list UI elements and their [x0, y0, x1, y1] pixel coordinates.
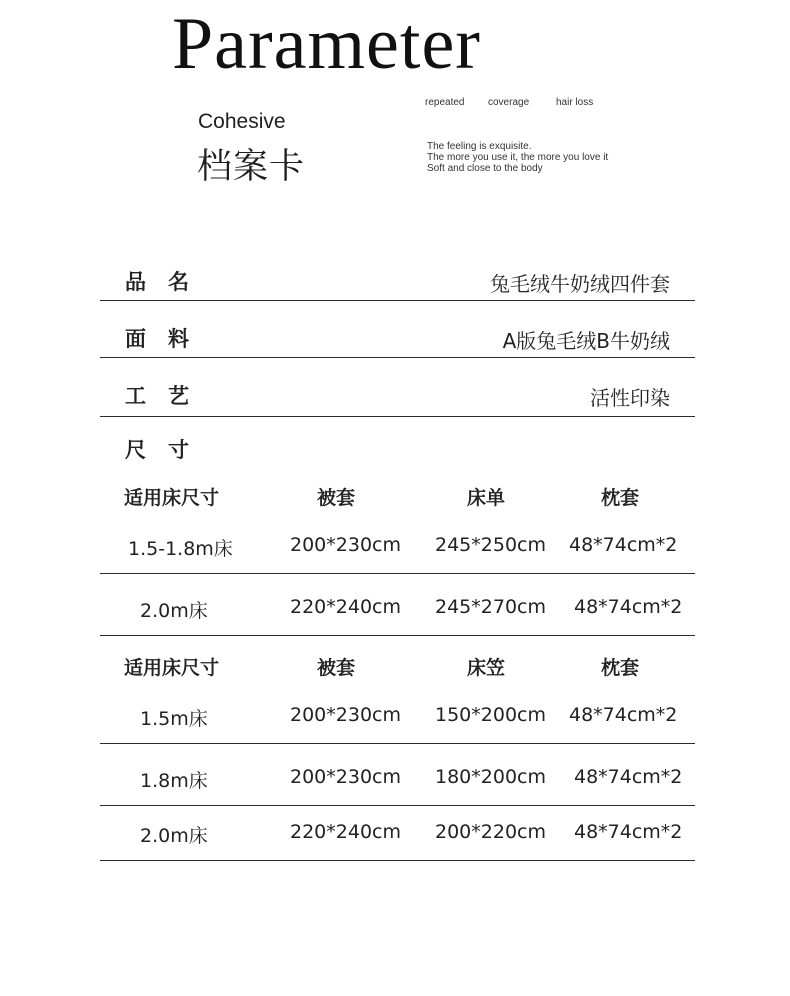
spec-label-fabric: 面料 — [125, 327, 211, 351]
table2-header-pillowcase: 枕套 — [601, 657, 640, 679]
table-cell: 48*74cm*2 — [574, 766, 683, 788]
brand-name-en: Cohesive — [198, 110, 286, 133]
table-cell: 220*240cm — [290, 596, 401, 618]
divider — [100, 805, 695, 806]
divider — [100, 357, 695, 358]
table-cell: 245*250cm — [435, 534, 546, 556]
table-cell: 220*240cm — [290, 821, 401, 843]
size-section-label: 尺寸 — [125, 438, 211, 462]
divider — [100, 300, 695, 301]
brand-name-cn: 档案卡 — [197, 147, 306, 187]
table-cell: 1.8m床 — [140, 770, 208, 792]
tag-coverage: coverage — [488, 97, 530, 108]
table-cell: 200*230cm — [290, 704, 401, 726]
table-cell: 1.5m床 — [140, 708, 208, 730]
divider — [100, 743, 695, 744]
table2-header-duvet: 被套 — [317, 657, 356, 679]
tagline-line-1: The feeling is exquisite. — [427, 141, 532, 152]
tagline-line-2: The more you use it, the more you love it — [427, 152, 609, 163]
table1-header-bed-size: 适用床尺寸 — [124, 487, 220, 509]
table-cell: 2.0m床 — [140, 600, 208, 622]
tag-repeated: repeated — [425, 97, 465, 108]
spec-value-process: 活性印染 — [590, 386, 670, 410]
table1-header-sheet: 床单 — [467, 487, 506, 509]
table-cell: 150*200cm — [435, 704, 546, 726]
table-cell: 48*74cm*2 — [574, 821, 683, 843]
divider — [100, 860, 695, 861]
table1-header-pillowcase: 枕套 — [601, 487, 640, 509]
table-cell: 245*270cm — [435, 596, 546, 618]
tagline-line-3: Soft and close to the body — [427, 163, 543, 174]
spec-value-name: 兔毛绒牛奶绒四件套 — [490, 272, 670, 296]
tag-hair-loss: hair loss — [556, 97, 594, 108]
table1-header-duvet: 被套 — [317, 487, 356, 509]
divider — [100, 635, 695, 636]
page-title: Parameter — [172, 3, 481, 85]
divider — [100, 573, 695, 574]
table2-header-bed-size: 适用床尺寸 — [124, 657, 220, 679]
spec-value-fabric: A版兔毛绒B牛奶绒 — [502, 329, 670, 353]
table-cell: 2.0m床 — [140, 825, 208, 847]
divider — [100, 416, 695, 417]
table-cell: 1.5-1.8m床 — [128, 538, 233, 560]
table-cell: 200*230cm — [290, 534, 401, 556]
spec-label-process: 工艺 — [125, 384, 211, 408]
table-cell: 48*74cm*2 — [569, 534, 678, 556]
spec-label-name: 品名 — [125, 270, 211, 294]
table-cell: 180*200cm — [435, 766, 546, 788]
table2-header-fitted-sheet: 床笠 — [467, 657, 506, 679]
table-cell: 48*74cm*2 — [569, 704, 678, 726]
table-cell: 48*74cm*2 — [574, 596, 683, 618]
table-cell: 200*230cm — [290, 766, 401, 788]
table-cell: 200*220cm — [435, 821, 546, 843]
